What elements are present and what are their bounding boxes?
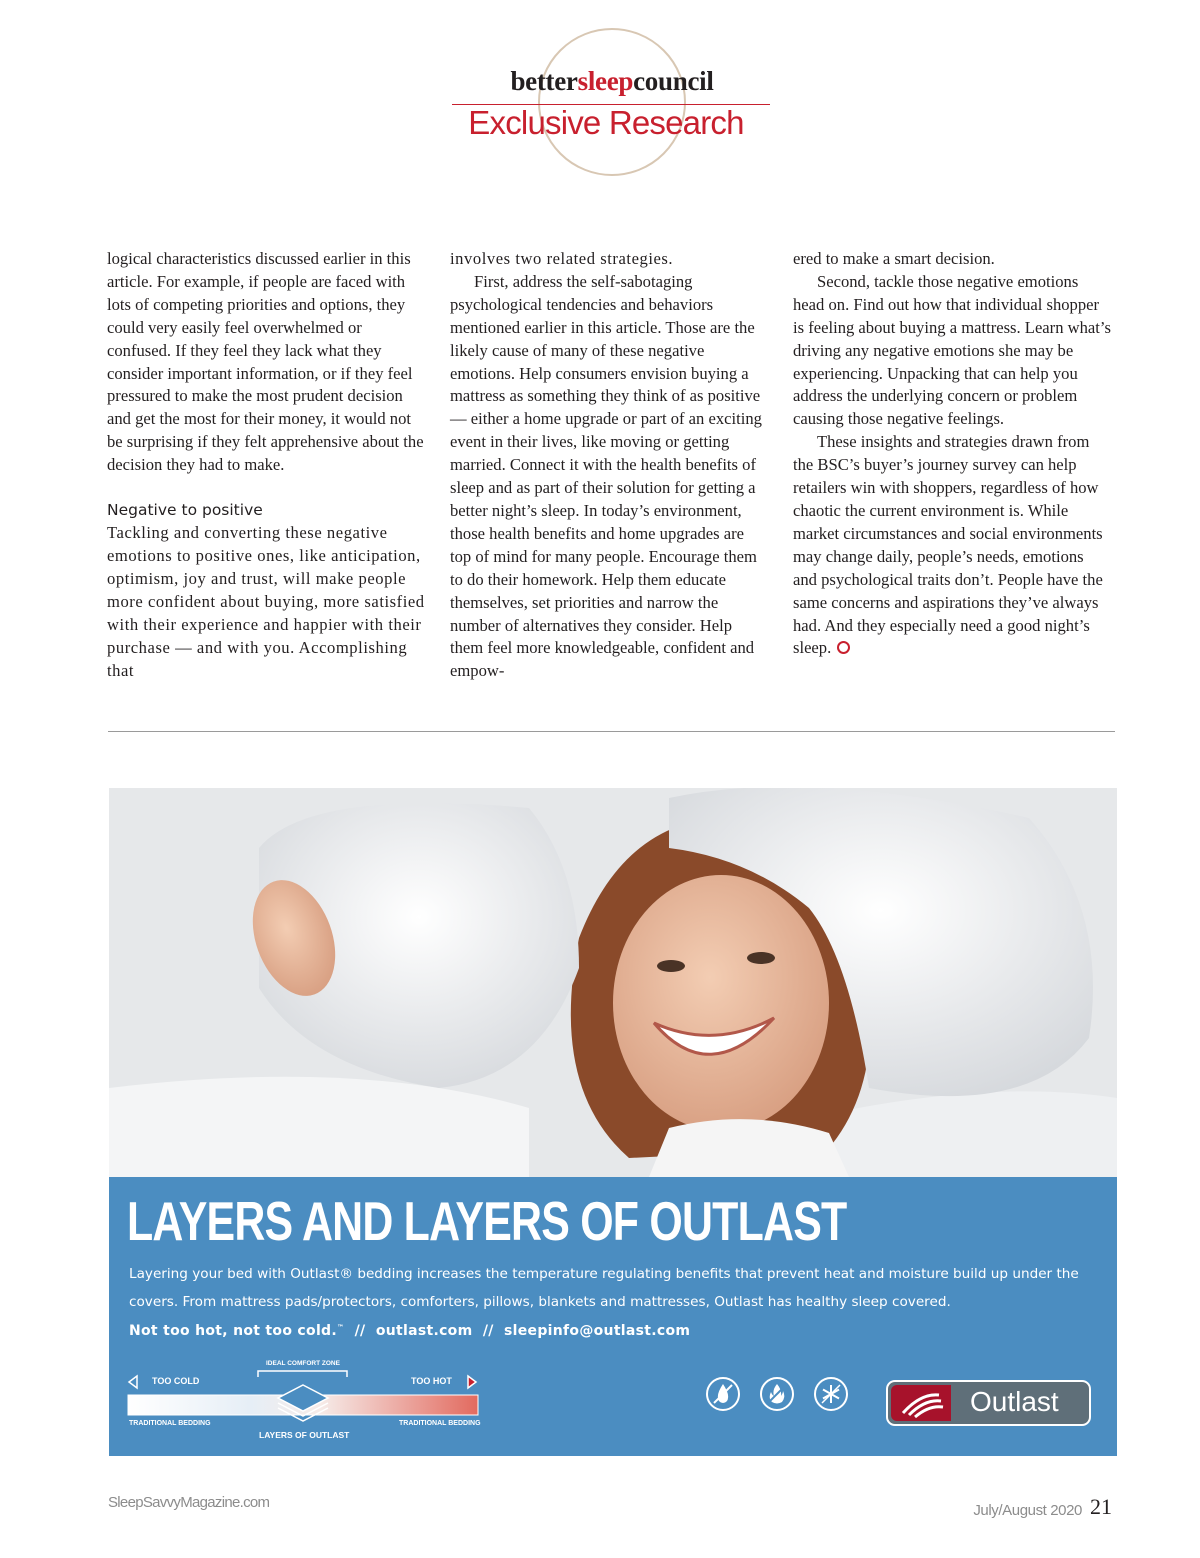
brand-council: council	[633, 66, 714, 96]
article-column-2	[450, 248, 768, 683]
too-hot-label: TOO HOT	[411, 1376, 452, 1386]
outlast-logo	[886, 1380, 1091, 1426]
article-paragraph: logical characteristics discussed earlier in this article. For example, if people are faced with lots of competing priorities and options, they could very easily feel overwhelmed or confused. If they feel they lack what they consider important information, or if they feel pressured to make the most prudent decision and get the most for their money, it would not be surprising if they felt apprehensive about the decision they had to make.	[107, 249, 424, 475]
traditional-bedding-right-label: TRADITIONAL BEDDING	[399, 1420, 481, 1427]
ad-photo-woman-pillow	[109, 788, 1117, 1177]
article-paragraph: First, address the self-sabotaging psychological tendencies and behaviors mentioned earlier in this article. Those are the likely cause of many of these negative emotions. Help consumers envision buying a mattress as something they think of as positive — either a home upgrade or part of an exciting event in their lives, like moving or getting married. Connect it with the health benefits of sleep and as part of their solution for getting a better night’s sleep. In today’s environment, those health benefits and home upgrades are top of mind for many people. Encourage them to do their homework. Help them educate themselves, set priorities and narrow the number of alternatives they consider. Help them feel more knowledgeable, confident and empow-	[450, 271, 762, 681]
article-column-1	[107, 248, 425, 682]
ad-info-panel	[109, 1177, 1117, 1456]
too-cold-label: TOO COLD	[152, 1376, 200, 1386]
article-paragraph: Tackling and converting these negative emotions to positive ones, like anticipation, optimism, joy and trust, will make people more confident about buying, more satisfied with their experience and happier with their purchase — and with you. Accomplishing that	[107, 523, 425, 680]
outlast-logo-text: Outlast	[970, 1386, 1059, 1417]
left-arrow-icon	[129, 1376, 137, 1388]
article-closing-text: These insights and strategies drawn from the BSC’s buyer’s journey survey can help retailers win with shoppers, regardless of how chaotic the current environment is. While market circumstances and social environments may change daily, people’s needs, emotions and psychological traits don’t. People have the same concerns and aspirations they’ve always had. And they especially need a good night’s sleep.	[793, 432, 1103, 658]
comfort-zone-label: IDEAL COMFORT ZONE	[266, 1360, 340, 1367]
ad-body-text: Layering your bed with Outlast® bedding increases the temperature regulating benefits that prevent heat and moisture build up under the covers. From mattress pads/protectors, comforters, pillows, blankets and mattresses, Outlast has healthy sleep covered.	[129, 1266, 1079, 1310]
page-number: 21	[1090, 1494, 1112, 1519]
outlast-logo-mark	[891, 1385, 951, 1421]
tagline-text: Not too hot, not too cold.	[129, 1323, 337, 1339]
article-paragraph: Second, tackle those negative emotions head on. Find out how that individual shopper is feeling about buying a mattress. Learn what’s driving any negative emotions she may be experiencing. Unpacking that can help you address the underlying concern or problem causing those negative feelings.	[793, 271, 1111, 429]
article-paragraph	[793, 431, 1111, 660]
header-circle-ornament	[538, 28, 686, 176]
tagline-contacts: // outlast.com // sleepinfo@outlast.com	[344, 1323, 691, 1339]
right-arrow-icon	[468, 1376, 476, 1388]
ad-headline: LAYERS AND LAYERS OF OUTLAST	[127, 1190, 847, 1252]
brand-sleep: sleep	[577, 66, 634, 96]
article-paragraph: ered to make a smart decision.	[793, 249, 995, 268]
ad-tagline	[129, 1323, 690, 1339]
article-column-3	[793, 248, 1111, 660]
no-cold-icon	[814, 1377, 848, 1411]
no-heat-icon	[760, 1377, 794, 1411]
section-divider	[108, 731, 1115, 732]
section-title: Exclusive Research	[468, 104, 744, 141]
outlast-advertisement	[109, 788, 1117, 1456]
footer-issue-date: July/August 2020	[973, 1502, 1082, 1519]
better-sleep-council-logo	[440, 66, 784, 97]
article-subheading: Negative to positive	[107, 501, 263, 520]
brand-better: better	[510, 66, 578, 96]
no-moisture-icon	[706, 1377, 740, 1411]
trademark-mark: ™	[336, 1323, 345, 1332]
ad-photo-illustration	[109, 788, 1117, 1177]
traditional-bedding-left-label: TRADITIONAL BEDDING	[129, 1420, 211, 1427]
article-paragraph: involves two related strategies.	[450, 249, 674, 268]
footer-website: SleepSavvyMagazine.com	[108, 1494, 270, 1511]
end-of-article-icon	[837, 641, 850, 654]
layers-of-outlast-label: LAYERS OF OUTLAST	[259, 1430, 350, 1440]
